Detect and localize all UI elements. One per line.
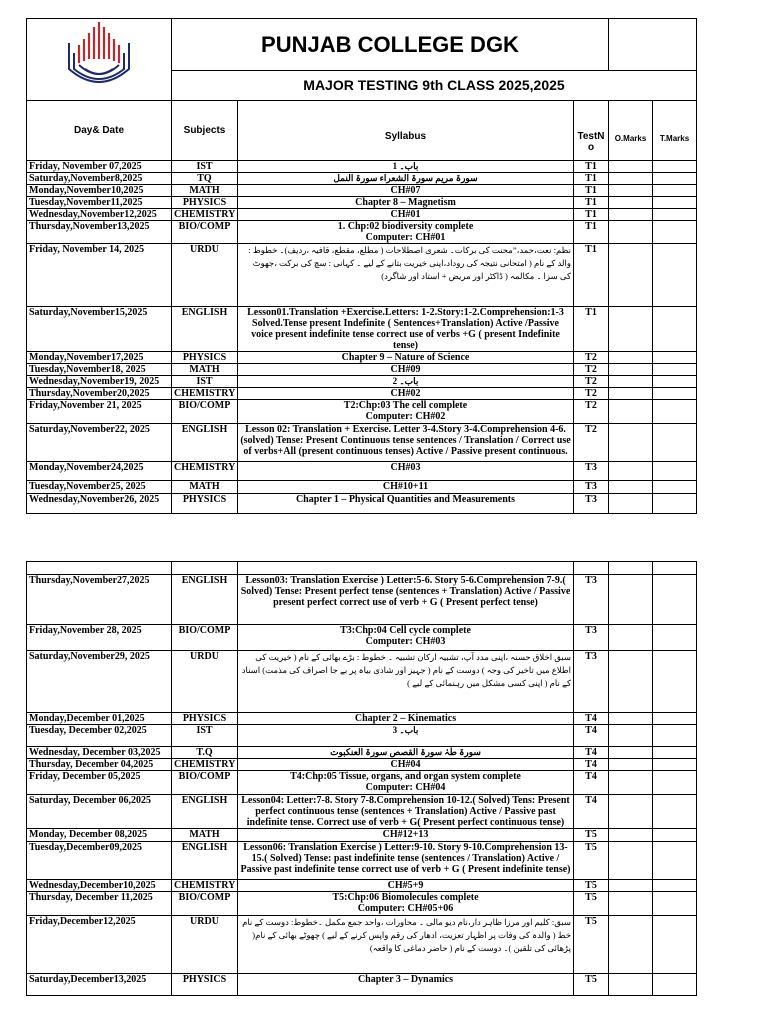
row-o-marks: [609, 829, 653, 842]
blank-cell: [609, 562, 653, 575]
table-row: [27, 842, 697, 880]
row-subject: BIO/COMP: [172, 625, 238, 651]
row-test-no: T5: [574, 916, 609, 974]
row-t-marks: [653, 842, 697, 880]
row-o-marks: [609, 771, 653, 795]
row-date: Friday,November 21, 2025: [27, 400, 172, 424]
row-t-marks: [653, 307, 697, 352]
table-row: [27, 400, 697, 424]
row-subject: ENGLISH: [172, 575, 238, 625]
table-row: [27, 481, 697, 494]
table-row: [27, 795, 697, 829]
row-date: Thursday,November13,2025: [27, 221, 172, 244]
row-syllabus: [238, 795, 574, 829]
row-subject: IST: [172, 725, 238, 747]
row-t-marks: [653, 771, 697, 795]
row-test-no: T2: [574, 400, 609, 424]
row-date: Wednesday,December10,2025: [27, 880, 172, 892]
syllabus-line: باب۔ 2: [392, 376, 419, 386]
row-date: Saturday,November22, 2025: [27, 424, 172, 462]
row-test-no: T2: [574, 352, 609, 364]
row-syllabus: [238, 713, 574, 725]
row-o-marks: [609, 481, 653, 494]
row-date: Saturday,November29, 2025: [27, 651, 172, 713]
row-subject: CHEMISTRY: [172, 209, 238, 221]
row-test-no: T1: [574, 209, 609, 221]
syllabus-line: T2:Chp:03 The cell complete: [343, 400, 468, 411]
row-syllabus: [238, 725, 574, 747]
row-t-marks: [653, 494, 697, 514]
row-subject: BIO/COMP: [172, 400, 238, 424]
table-row: [27, 725, 697, 747]
table-row: [27, 197, 697, 209]
table-row: [27, 376, 697, 388]
row-test-no: T4: [574, 713, 609, 725]
row-t-marks: [653, 197, 697, 209]
syllabus-line: سورۃ طٰہٰ سورۃ القصص سورۃ العنکبوت: [330, 747, 481, 757]
row-date: Saturday, December 06,2025: [27, 795, 172, 829]
row-date: Monday,November17,2025: [27, 352, 172, 364]
row-test-no: T1: [574, 185, 609, 197]
page-subtitle: MAJOR TESTING 9th CLASS 2025,2025: [172, 71, 697, 101]
row-t-marks: [653, 713, 697, 725]
row-syllabus: [238, 307, 574, 352]
row-o-marks: [609, 916, 653, 974]
table-row: [27, 364, 697, 376]
syllabus-line-2: Computer: CH#02: [365, 411, 446, 422]
row-t-marks: [653, 575, 697, 625]
schedule-table-2: [26, 561, 697, 996]
row-syllabus: [238, 462, 574, 481]
logo-cell: [27, 19, 172, 101]
row-t-marks: [653, 892, 697, 916]
row-o-marks: [609, 795, 653, 829]
row-subject: MATH: [172, 829, 238, 842]
row-t-marks: [653, 244, 697, 307]
syllabus-line: باب۔ 3: [392, 725, 419, 735]
table-row: [27, 307, 697, 352]
row-o-marks: [609, 424, 653, 462]
row-syllabus: [238, 575, 574, 625]
punjab-college-logo-icon: [63, 19, 135, 97]
table-row: [27, 747, 697, 759]
row-test-no: T1: [574, 197, 609, 209]
table-row: [27, 388, 697, 400]
row-o-marks: [609, 364, 653, 376]
col-header-o-marks: O.Marks: [609, 101, 653, 161]
syllabus-line: سبق: کلیم اور مرزا ظاہر دار،نام دیو مالی ۔ محاورات ،واحد جمع مکمل ۔خطوط: دوست کے نام خط ( والدہ کی وفات پر اظہار تعزیت، ادھار کی رقم واپس کرنے کے لیے ) چھوٹے بھائی کے نام( پڑھائی کی تلقین )۔ دوست کے نام ( حاضر دماغی کا واقعہ): [242, 917, 571, 953]
syllabus-line: CH#5+9: [387, 880, 424, 891]
row-o-marks: [609, 173, 653, 185]
row-subject: PHYSICS: [172, 713, 238, 725]
row-o-marks: [609, 575, 653, 625]
row-subject: T.Q: [172, 747, 238, 759]
row-test-no: T4: [574, 747, 609, 759]
page-title: PUNJAB COLLEGE DGK: [172, 19, 609, 71]
row-test-no: T3: [574, 575, 609, 625]
row-test-no: T5: [574, 842, 609, 880]
row-syllabus: [238, 388, 574, 400]
row-o-marks: [609, 352, 653, 364]
blank-cell: [172, 562, 238, 575]
table-row: [27, 244, 697, 307]
row-test-no: T3: [574, 625, 609, 651]
schedule-body-1: [27, 161, 697, 514]
row-test-no: T2: [574, 376, 609, 388]
row-date: Thursday,November20,2025: [27, 388, 172, 400]
row-syllabus: [238, 625, 574, 651]
row-subject: PHYSICS: [172, 197, 238, 209]
row-o-marks: [609, 462, 653, 481]
row-syllabus: [238, 209, 574, 221]
row-test-no: T2: [574, 424, 609, 462]
syllabus-line-2: Computer: CH#01: [365, 232, 446, 243]
row-date: Monday,December 01,2025: [27, 713, 172, 725]
row-o-marks: [609, 651, 653, 713]
row-subject: PHYSICS: [172, 494, 238, 514]
syllabus-line: Chapter 8 – Magnetism: [355, 197, 456, 208]
row-o-marks: [609, 842, 653, 880]
row-o-marks: [609, 244, 653, 307]
row-date: Wednesday,November12,2025: [27, 209, 172, 221]
table-row: [27, 880, 697, 892]
row-t-marks: [653, 880, 697, 892]
syllabus-line: CH#07: [390, 185, 421, 196]
row-syllabus: [238, 221, 574, 244]
table-row: [27, 625, 697, 651]
table-row: [27, 759, 697, 771]
row-test-no: T3: [574, 481, 609, 494]
row-subject: BIO/COMP: [172, 892, 238, 916]
row-t-marks: [653, 424, 697, 462]
row-date: Tuesday,December09,2025: [27, 842, 172, 880]
row-t-marks: [653, 759, 697, 771]
syllabus-line: Lesson01.Translation +Exercise.Letters: 1-2.Story:1-2.Comprehension:1-3 Solved.Tense present Indefinite ( Sentences+Translation) Active /Passive voice present indefinite tense correct use of verbs +G ( present Indefinite tense): [247, 307, 564, 351]
blank-cell: [574, 562, 609, 575]
syllabus-line: CH#03: [390, 462, 421, 473]
row-syllabus: [238, 376, 574, 388]
table-row: [27, 209, 697, 221]
row-o-marks: [609, 185, 653, 197]
table-row: [27, 462, 697, 481]
syllabus-line: CH#04: [390, 759, 421, 770]
row-subject: MATH: [172, 364, 238, 376]
syllabus-line: T5:Chp:06 Biomolecules complete: [332, 892, 479, 903]
row-o-marks: [609, 209, 653, 221]
table-row: [27, 651, 697, 713]
row-subject: BIO/COMP: [172, 221, 238, 244]
table-row: [27, 161, 697, 173]
row-subject: BIO/COMP: [172, 771, 238, 795]
syllabus-line: CH#09: [390, 364, 421, 375]
row-syllabus: [238, 364, 574, 376]
row-t-marks: [653, 829, 697, 842]
row-test-no: T5: [574, 974, 609, 996]
row-date: Monday,November10,2025: [27, 185, 172, 197]
row-syllabus: [238, 481, 574, 494]
col-header-day-date: Day& Date: [27, 101, 172, 161]
row-t-marks: [653, 725, 697, 747]
row-subject: MATH: [172, 481, 238, 494]
row-syllabus: [238, 747, 574, 759]
col-header-t-marks: T.Marks: [653, 101, 697, 161]
row-syllabus: [238, 185, 574, 197]
row-subject: IST: [172, 161, 238, 173]
row-o-marks: [609, 221, 653, 244]
table-row: [27, 829, 697, 842]
row-t-marks: [653, 916, 697, 974]
row-t-marks: [653, 161, 697, 173]
row-o-marks: [609, 974, 653, 996]
row-syllabus: [238, 173, 574, 185]
row-t-marks: [653, 462, 697, 481]
table-row: [27, 185, 697, 197]
row-syllabus: [238, 197, 574, 209]
row-test-no: T1: [574, 221, 609, 244]
syllabus-line: سورۃ مریم سورۃ الشعراء سورۃ النمل: [333, 173, 478, 183]
syllabus-line: CH#01: [390, 209, 421, 220]
row-t-marks: [653, 400, 697, 424]
syllabus-line: Chapter 1 – Physical Quantities and Measurements: [295, 494, 516, 505]
row-test-no: T3: [574, 651, 609, 713]
row-date: Wednesday,November19, 2025: [27, 376, 172, 388]
row-date: Monday, December 08,2025: [27, 829, 172, 842]
row-test-no: T1: [574, 307, 609, 352]
row-test-no: T3: [574, 462, 609, 481]
row-syllabus: [238, 651, 574, 713]
row-test-no: T2: [574, 388, 609, 400]
syllabus-line: T4:Chp:05 Tissue, organs, and organ system complete: [290, 771, 521, 782]
row-syllabus: [238, 161, 574, 173]
row-t-marks: [653, 795, 697, 829]
row-t-marks: [653, 185, 697, 197]
table-row: [27, 575, 697, 625]
row-test-no: T1: [574, 173, 609, 185]
row-date: Thursday, December 11,2025: [27, 892, 172, 916]
row-test-no: T4: [574, 725, 609, 747]
header-blank-cell: [609, 19, 697, 71]
row-t-marks: [653, 974, 697, 996]
row-subject: TQ: [172, 173, 238, 185]
row-syllabus: [238, 352, 574, 364]
row-o-marks: [609, 388, 653, 400]
row-o-marks: [609, 713, 653, 725]
table-row: [27, 424, 697, 462]
row-t-marks: [653, 625, 697, 651]
row-test-no: T4: [574, 771, 609, 795]
row-test-no: T5: [574, 880, 609, 892]
row-o-marks: [609, 625, 653, 651]
row-date: Thursday, December 04,2025: [27, 759, 172, 771]
row-date: Wednesday, December 03,2025: [27, 747, 172, 759]
row-subject: CHEMISTRY: [172, 759, 238, 771]
schedule-table-1: [26, 18, 697, 514]
row-t-marks: [653, 747, 697, 759]
row-test-no: T3: [574, 494, 609, 514]
row-date: Tuesday,November18, 2025: [27, 364, 172, 376]
row-syllabus: [238, 842, 574, 880]
syllabus-line: Lesson 02: Translation + Exercise. Letter 3-4.Story 3-4.Comprehension 4-6.(solved) Tense: Present Continuous tense sentences / Translation / Correct use of verbs+All (present continuous tenses) Active / Passive present continuous.: [240, 424, 571, 457]
table-row: [27, 494, 697, 514]
syllabus-line: سبق اخلاق حسنہ ،اپنی مدد آپ، تشبیہ ارکان تشبیہ ۔ خطوط : بڑے بھائی کے نام ( خیریت کی اطلاع میں تاخیر کی وجہ ) دوست کے نام ( جہیز اور شادی بیاہ پر بے جا اصراف کی مذمت) اسناد کے نام ( اپنی کسی مشکل میں رہنمائی کے لیے ): [241, 652, 571, 688]
row-t-marks: [653, 221, 697, 244]
schedule-body-2: [27, 575, 697, 996]
row-syllabus: [238, 771, 574, 795]
row-subject: PHYSICS: [172, 352, 238, 364]
row-syllabus: [238, 892, 574, 916]
syllabus-line: باب۔ 1: [392, 161, 419, 171]
syllabus-line-2: Computer: CH#05+06: [357, 903, 454, 914]
row-syllabus: [238, 400, 574, 424]
row-syllabus: [238, 424, 574, 462]
row-subject: URDU: [172, 244, 238, 307]
syllabus-line: Lesson06: Translation Exercise ) Letter:9-10. Story 9-10.Comprehension 13-15.( Solved) Tense: past indefinite tense (sentences / Translation) Active / Passive past indefinite tense correct use of verb + G ( Present indefinite tense): [240, 842, 571, 875]
row-o-marks: [609, 494, 653, 514]
row-date: Tuesday,November25, 2025: [27, 481, 172, 494]
row-o-marks: [609, 161, 653, 173]
table-row: [27, 221, 697, 244]
row-subject: CHEMISTRY: [172, 462, 238, 481]
row-t-marks: [653, 364, 697, 376]
row-date: Friday,November 28, 2025: [27, 625, 172, 651]
syllabus-line: 1. Chp:02 biodiversity complete: [337, 221, 474, 232]
row-o-marks: [609, 747, 653, 759]
row-date: Wednesday,November26, 2025: [27, 494, 172, 514]
row-o-marks: [609, 197, 653, 209]
blank-cell: [653, 562, 697, 575]
row-date: Saturday,November8,2025: [27, 173, 172, 185]
row-date: Saturday,December13,2025: [27, 974, 172, 996]
row-subject: PHYSICS: [172, 974, 238, 996]
row-o-marks: [609, 307, 653, 352]
row-subject: ENGLISH: [172, 795, 238, 829]
table-row: [27, 892, 697, 916]
row-o-marks: [609, 725, 653, 747]
row-test-no: T1: [574, 244, 609, 307]
row-date: Thursday,November27,2025: [27, 575, 172, 625]
syllabus-line-2: Computer: CH#03: [365, 636, 446, 647]
row-date: Friday, November 07,2025: [27, 161, 172, 173]
table-row: [27, 173, 697, 185]
row-subject: ENGLISH: [172, 424, 238, 462]
blank-cell: [238, 562, 574, 575]
syllabus-line: Chapter 9 – Nature of Science: [341, 352, 470, 363]
row-o-marks: [609, 400, 653, 424]
row-t-marks: [653, 481, 697, 494]
col-header-subjects: Subjects: [172, 101, 238, 161]
row-syllabus: [238, 829, 574, 842]
row-t-marks: [653, 651, 697, 713]
row-t-marks: [653, 388, 697, 400]
row-o-marks: [609, 376, 653, 388]
row-date: Monday,November24,2025: [27, 462, 172, 481]
row-o-marks: [609, 880, 653, 892]
row-test-no: T2: [574, 364, 609, 376]
table-row: [27, 974, 697, 996]
row-subject: URDU: [172, 916, 238, 974]
row-syllabus: [238, 916, 574, 974]
row-t-marks: [653, 376, 697, 388]
row-subject: CHEMISTRY: [172, 880, 238, 892]
row-test-no: T1: [574, 161, 609, 173]
row-subject: ENGLISH: [172, 842, 238, 880]
table-row: [27, 713, 697, 725]
row-subject: IST: [172, 376, 238, 388]
syllabus-line: CH#02: [390, 388, 421, 399]
syllabus-line: نظم: نعت،حمد،”محنت کی برکات۔ شعری اصطلاحات ( مطلع، مقطع، قافیہ ،ردیف)۔ خطوط : والد کے نام ( امتحانی نتیجہ کی روداد،اپنی خیریت بتانے کے لیے ۔ کہانی : سچ کی برکت ،جھوٹ کی سزا ۔ مکالمہ ( ڈاکٹر اور مریض + استاد اور شاگرد): [248, 245, 571, 281]
row-test-no: T4: [574, 795, 609, 829]
row-date: Tuesday,November11,2025: [27, 197, 172, 209]
syllabus-line: CH#10+11: [382, 481, 429, 492]
col-header-test-no: TestNo: [574, 101, 609, 161]
row-test-no: T4: [574, 759, 609, 771]
row-date: Friday, December 05,2025: [27, 771, 172, 795]
row-date: Friday,December12,2025: [27, 916, 172, 974]
row-syllabus: [238, 244, 574, 307]
row-o-marks: [609, 759, 653, 771]
blank-cell: [27, 562, 172, 575]
syllabus-line: CH#12+13: [382, 829, 429, 840]
row-syllabus: [238, 494, 574, 514]
row-t-marks: [653, 173, 697, 185]
row-date: Saturday,November15,2025: [27, 307, 172, 352]
syllabus-line-2: Computer: CH#04: [365, 782, 446, 793]
row-subject: ENGLISH: [172, 307, 238, 352]
row-syllabus: [238, 880, 574, 892]
table-row: [27, 771, 697, 795]
row-t-marks: [653, 352, 697, 364]
syllabus-line: Lesson03: Translation Exercise ) Letter:5-6. Story 5-6.Comprehension 7-9.( Solved) Tense: Present perfect tense (sentences + Translation) Active / Passive present perfect correct use of verb + G ( Present perfect tense): [240, 575, 571, 608]
row-test-no: T5: [574, 829, 609, 842]
row-subject: URDU: [172, 651, 238, 713]
syllabus-line: Lesson04: Letter:7-8. Story 7-8.Comprehension 10-12.( Solved) Tens: Present perfect continuous tense (sentences + Translation) Active / Passive past indefinite tense. Correct use of verb + G( Present perfect continuous tense): [241, 795, 570, 828]
row-subject: CHEMISTRY: [172, 388, 238, 400]
row-syllabus: [238, 974, 574, 996]
row-date: Friday, November 14, 2025: [27, 244, 172, 307]
syllabus-line: Chapter 2 – Kinematics: [354, 713, 457, 724]
row-syllabus: [238, 759, 574, 771]
table-row: [27, 916, 697, 974]
row-date: Tuesday, December 02,2025: [27, 725, 172, 747]
syllabus-line: T3:Chp:04 Cell cycle complete: [340, 625, 471, 636]
row-test-no: T5: [574, 892, 609, 916]
col-header-syllabus: Syllabus: [238, 101, 574, 161]
row-t-marks: [653, 209, 697, 221]
row-o-marks: [609, 892, 653, 916]
row-subject: MATH: [172, 185, 238, 197]
table-row: [27, 352, 697, 364]
syllabus-line: Chapter 3 – Dynamics: [357, 974, 454, 985]
